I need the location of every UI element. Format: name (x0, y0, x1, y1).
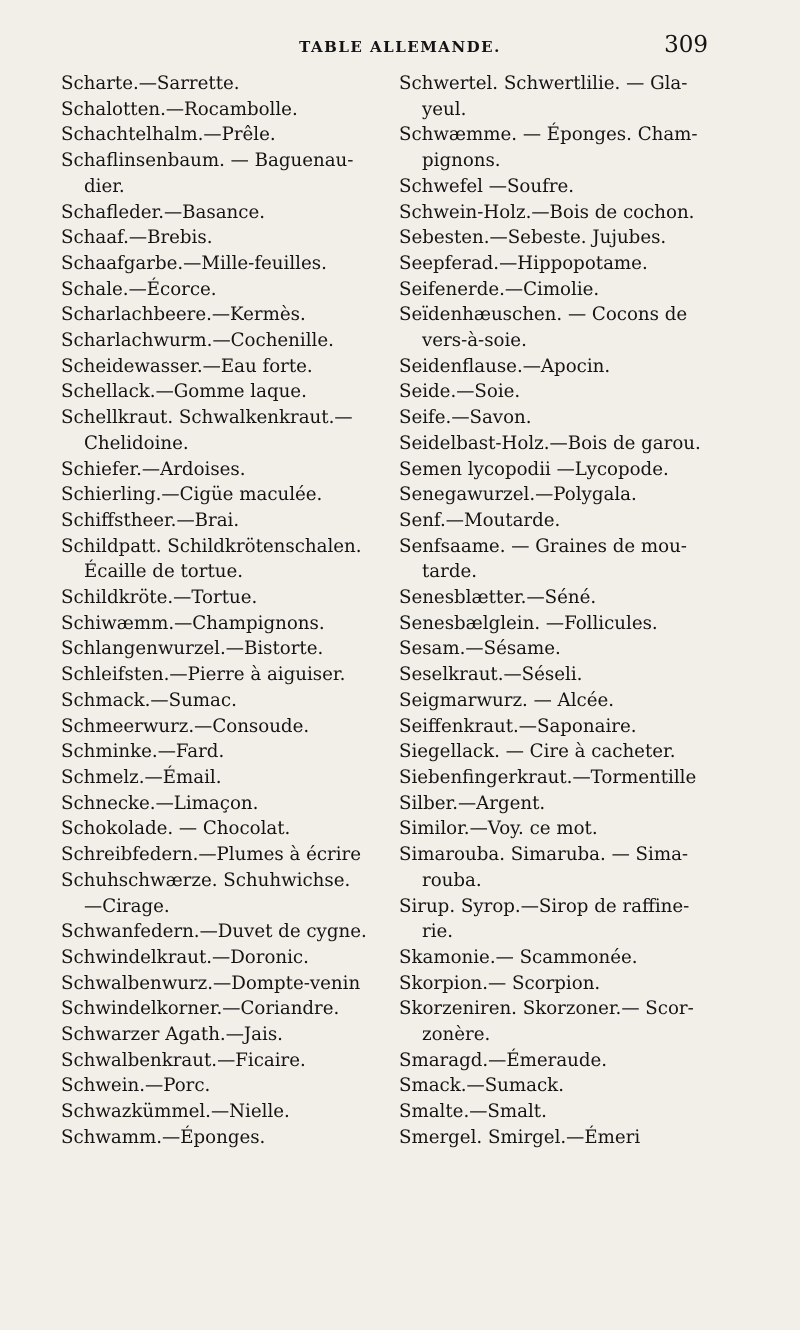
glossary-entry (399, 431, 715, 457)
entry-line: Skorpion.— Scorpion. (399, 972, 601, 994)
glossary-entry (61, 585, 389, 611)
glossary-entry (399, 636, 715, 662)
entry-line: Schale.—Écorce. (61, 278, 217, 300)
glossary-entry (61, 636, 389, 662)
entry-line: Schafleder.—Basance. (61, 201, 265, 223)
entry-line: Schuhschwærze. Schuhwichse. (61, 869, 351, 891)
entry-line: Schwindelkorner.—Coriandre. (61, 998, 340, 1020)
entry-line: Schwalbenkraut.—Ficaire. (61, 1049, 306, 1071)
glossary-entry (399, 842, 715, 893)
glossary-entry (61, 739, 389, 765)
glossary-entry (399, 302, 715, 353)
entry-line: Schwertel. Schwertlilie. — Gla- (399, 73, 688, 94)
entry-line: Senegawurzel.—Polygala. (399, 484, 637, 506)
entry-line: Schnecke.—Limaçon. (61, 792, 259, 814)
glossary-entry (399, 688, 715, 714)
entry-line: Siegellack. — Cire à cacheter. (399, 741, 676, 763)
glossary-entry (399, 714, 715, 740)
entry-line: Schaafgarbe.—Mille-feuilles. (61, 252, 327, 274)
entry-continuation-line: dier. (84, 175, 125, 197)
glossary-entry (61, 1073, 389, 1099)
glossary-entry (61, 1048, 389, 1074)
entry-line: Schildpatt. Schildkrötenschalen. (61, 535, 362, 557)
glossary-entry (61, 71, 389, 97)
entry-line: Schalotten.—Rocambolle. (61, 98, 298, 120)
glossary-entry (399, 765, 715, 791)
entry-line: Sebesten.—Sebeste. Jujubes. (399, 227, 667, 249)
glossary-entry (399, 1125, 715, 1151)
glossary-entry (61, 971, 389, 997)
entry-line: Schwefel —Soufre. (399, 175, 575, 197)
entry-line: Skorzeniren. Skorzoner.— Scor- (399, 998, 694, 1020)
entry-line: Senesbælglein. —Follicules. (399, 612, 658, 634)
entry-line: Schaflinsenbaum. — Baguenau- (61, 150, 354, 172)
entry-line: Seidelbast-Holz.—Bois de garou. (399, 432, 701, 454)
glossary-entry (61, 405, 389, 456)
glossary-entry (399, 1099, 715, 1125)
entry-line: Smergel. Smirgel.—Émeri (399, 1126, 641, 1148)
entry-line: Schreibfedern.—Plumes à écrire (61, 844, 361, 866)
entry-line: Schmack.—Sumac. (61, 689, 237, 711)
glossary-entry (399, 945, 715, 971)
glossary-entry (399, 482, 715, 508)
entry-line: Schwanfedern.—Duvet de cygne. (61, 921, 367, 943)
glossary-entry (399, 277, 715, 303)
entry-line: Schwein-Holz.—Bois de cochon. (399, 201, 695, 223)
entry-line: Scharlachbeere.—Kermès. (61, 304, 306, 326)
entry-line: Schwindelkraut.—Doronic. (61, 946, 309, 968)
entry-line: Smack.—Sumack. (399, 1075, 564, 1097)
entry-line: Schwamm.—Éponges. (61, 1126, 266, 1148)
glossary-entry (399, 816, 715, 842)
glossary-entry (399, 791, 715, 817)
entry-continuation-line: rouba. (422, 869, 482, 891)
glossary-entry (399, 739, 715, 765)
glossary-entry (61, 714, 389, 740)
glossary-entry (399, 200, 715, 226)
glossary-entry (61, 457, 389, 483)
glossary-entry (61, 328, 389, 354)
entry-continuation-line: Écaille de tortue. (84, 561, 244, 583)
glossary-entry (61, 945, 389, 971)
glossary-entry (61, 816, 389, 842)
glossary-entry (61, 534, 389, 585)
entry-continuation-line: pignons. (422, 150, 501, 172)
entry-line: Scheidewasser.—Eau forte. (61, 355, 313, 377)
glossary-entry (61, 662, 389, 688)
glossary-entry (61, 148, 389, 199)
glossary-entry (399, 174, 715, 200)
entry-line: Schmeerwurz.—Consoude. (61, 715, 310, 737)
glossary-entry (399, 457, 715, 483)
entry-line: Schwalbenwurz.—Dompte-venin (61, 972, 361, 994)
glossary-entry (61, 791, 389, 817)
entry-line: Seifenerde.—Cimolie. (399, 278, 600, 300)
glossary-entry (61, 251, 389, 277)
glossary-entry (399, 1073, 715, 1099)
glossary-entry (399, 534, 715, 585)
glossary-entry (61, 688, 389, 714)
glossary-entry (399, 225, 715, 251)
glossary-entry (399, 71, 715, 122)
glossary-entry (61, 482, 389, 508)
entry-line: Schiefer.—Ardoises. (61, 458, 246, 480)
glossary-entry (61, 842, 389, 868)
glossary-entry (399, 1048, 715, 1074)
glossary-entry (399, 379, 715, 405)
glossary-entry (61, 379, 389, 405)
entry-line: Schiwæmm.—Champignons. (61, 612, 325, 634)
entry-continuation-line: tarde. (422, 561, 478, 583)
entry-line: Schmelz.—Émail. (61, 766, 222, 788)
entry-continuation-line: yeul. (422, 98, 467, 120)
glossary-entry (61, 508, 389, 534)
glossary-entry (399, 251, 715, 277)
entry-line: Silber.—Argent. (399, 792, 546, 814)
entry-line: Schellack.—Gomme laque. (61, 381, 307, 403)
entry-line: Seide.—Soie. (399, 381, 521, 403)
glossary-entry (61, 225, 389, 251)
glossary-entry (61, 1099, 389, 1125)
entry-line: Schierling.—Cigüe maculée. (61, 484, 323, 506)
glossary-entry (399, 662, 715, 688)
glossary-entry (61, 1022, 389, 1048)
glossary-entry (61, 611, 389, 637)
entry-line: Schleifsten.—Pierre à aiguiser. (61, 664, 346, 686)
entry-line: Schiffstheer.—Brai. (61, 509, 240, 531)
entry-line: Senesblætter.—Séné. (399, 587, 597, 609)
entry-line: Schwazkümmel.—Nielle. (61, 1101, 290, 1123)
entry-line: Smaragd.—Émeraude. (399, 1049, 608, 1071)
entry-line: Seepferad.—Hippopotame. (399, 252, 648, 274)
glossary-entry (61, 122, 389, 148)
entry-line: Seife.—Savon. (399, 407, 532, 429)
entry-line: Smalte.—Smalt. (399, 1101, 547, 1123)
entry-line: Schminke.—Fard. (61, 741, 225, 763)
entry-line: Siebenfingerkraut.—Tormentille (399, 766, 697, 788)
glossary-entry (61, 1125, 389, 1151)
entry-line: Seigmarwurz. — Alcée. (399, 689, 614, 711)
glossary-entry (399, 996, 715, 1047)
entry-line: Seidenflause.—Apocin. (399, 355, 611, 377)
glossary-entry (399, 508, 715, 534)
glossary-entry (61, 277, 389, 303)
glossary-entry (399, 894, 715, 945)
entry-line: Sirup. Syrop.—Sirop de raffine- (399, 895, 690, 917)
page-number: 309 (664, 32, 708, 58)
entry-continuation-line: rie. (422, 921, 454, 943)
entry-line: Schwein.—Porc. (61, 1075, 211, 1097)
entry-continuation-line: —Cirage. (84, 895, 170, 917)
entry-line: Similor.—Voy. ce mot. (399, 818, 598, 840)
glossary-entry (399, 971, 715, 997)
entry-line: Schildkröte.—Tortue. (61, 587, 258, 609)
entry-line: Seiffenkraut.—Saponaire. (399, 715, 637, 737)
glossary-entry (399, 405, 715, 431)
glossary-entry (61, 868, 389, 919)
glossary-entry (399, 585, 715, 611)
glossary-entry (399, 122, 715, 173)
entry-line: Seïdenhæuschen. — Cocons de (399, 304, 688, 326)
glossary-entry (61, 996, 389, 1022)
entry-line: Scharte.—Sarrette. (61, 73, 240, 94)
entry-line: Senfsaame. — Graines de mou- (399, 535, 687, 557)
entry-line: Scharlachwurm.—Cochenille. (61, 330, 334, 352)
entry-line: Schachtelhalm.—Prêle. (61, 124, 276, 146)
entry-line: Skamonie.— Scammonée. (399, 946, 638, 968)
entry-line: Simarouba. Simaruba. — Sima- (399, 844, 689, 866)
left-column (61, 71, 389, 1151)
right-column (399, 71, 715, 1151)
glossary-entry (61, 200, 389, 226)
entry-line: Schaaf.—Brebis. (61, 227, 213, 249)
running-header: TABLE ALLEMANDE. (299, 38, 501, 56)
glossary-entry (61, 354, 389, 380)
entry-continuation-line: Chelidoine. (84, 432, 189, 454)
entry-continuation-line: zonère. (422, 1024, 491, 1046)
entry-continuation-line: vers-à-soie. (422, 330, 527, 352)
glossary-entry (61, 97, 389, 123)
entry-line: Schokolade. — Chocolat. (61, 818, 291, 840)
entry-line: Seselkraut.—Séseli. (399, 664, 583, 686)
glossary-entry (61, 765, 389, 791)
entry-line: Senf.—Moutarde. (399, 509, 561, 531)
glossary-entry (399, 354, 715, 380)
entry-line: Sesam.—Sésame. (399, 638, 561, 660)
glossary-entry (399, 611, 715, 637)
entry-line: Schwarzer Agath.—Jais. (61, 1024, 283, 1046)
entry-line: Schwæmme. — Éponges. Cham- (399, 124, 698, 146)
entry-line: Schellkraut. Schwalkenkraut.— (61, 407, 353, 429)
entry-line: Semen lycopodii —Lycopode. (399, 458, 669, 480)
entry-line: Schlangenwurzel.—Bistorte. (61, 638, 324, 660)
glossary-entry (61, 302, 389, 328)
glossary-entry (61, 919, 389, 945)
